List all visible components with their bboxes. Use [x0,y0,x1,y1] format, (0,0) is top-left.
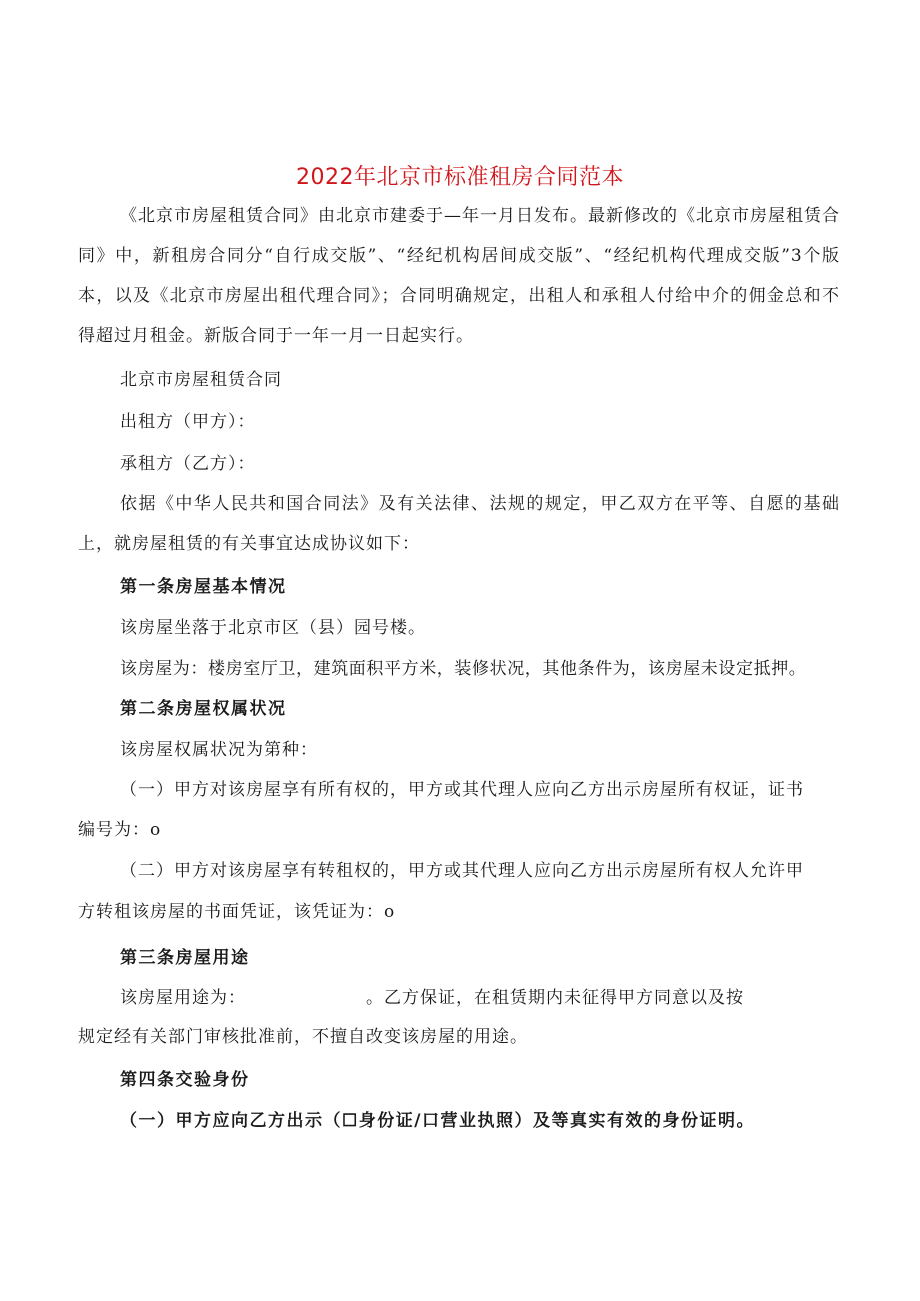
document-title: 2022年北京市标准租房合同范本 [296,165,624,190]
article-1-title: 第一条房屋基本情况 [120,577,287,597]
article-4-item-1: （一）甲方应向乙方出示（☐身份证/口营业执照）及等真实有效的身份证明。 [120,1111,755,1131]
article-2-item-1-line-2: 编号为：o [78,820,162,840]
lessee-line: 承租方（乙方）： [120,454,256,474]
contract-name: 北京市房屋租赁合同 [120,370,282,390]
article-4-title: 第四条交验身份 [120,1070,250,1090]
article-2-item-1-line-1: （一）甲方对该房屋享有所有权的，甲方或其代理人应向乙方出示房屋所有权证，证书 [120,780,804,800]
article-2-item-2-line-1: （二）甲方对该房屋享有转租权的，甲方或其代理人应向乙方出示房屋所有权人允许甲 [120,861,804,881]
article-2-intro: 该房屋权属状况为第种： [120,740,318,760]
article-3-line-2: 规定经有关部门审核批准前，不擅自改变该房屋的用途。 [78,1027,528,1047]
intro-paragraph: 《北京市房屋租赁合同》由北京市建委于—年一月日发布。最新修改的《北京市房屋租赁合同》中，新租房合同分“自行成交版”、“经纪机构居间成交版”、“经纪机构代理成交版”3个版本，以及《北京市房屋出租代理合同》；合同明确规定，出租人和承租人付给中介的佣金总和不得超过月租金。新版合同于一年一月一日起实行。 [78,206,840,346]
article-2-item-2-line-2: 方转租该房屋的书面凭证，该凭证为：o [78,902,396,922]
article-3-guarantee-text: 。乙方保证，在租赁期内未征得甲方同意以及按 [366,988,744,1008]
basis-paragraph: 依据《中华人民共和国合同法》及有关法律、法规的规定，甲乙双方在平等、自愿的基础上，就房屋租赁的有关事宜达成协议如下： [78,494,840,554]
article-1-location: 该房屋坐落于北京市区（县）园号楼。 [120,618,426,638]
article-2-title: 第二条房屋权属状况 [120,699,287,719]
article-3-title: 第三条房屋用途 [120,948,250,968]
article-1-description: 该房屋为：楼房室厅卫，建筑面积平方米，装修状况，其他条件为，该房屋未设定抵押。 [120,659,807,679]
article-3-usage-label: 该房屋用途为： [120,988,246,1008]
lessor-line: 出租方（甲方）： [120,412,256,432]
article-3-usage-line [120,983,744,1013]
